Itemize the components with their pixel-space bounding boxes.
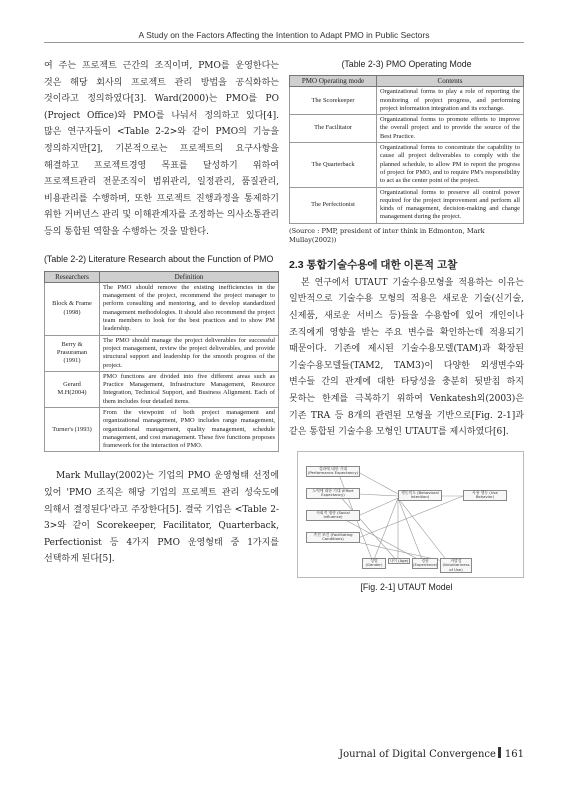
node-behavioral-intention: 행동의도 (Behavioral Intention) [398,490,442,501]
contents-cell: Organizational forms to concentrate the capability to cause all project deliverables to comply with the planned schedule, to allow PM to report the progress of project for PMO, and to require PM's responsibility to act as the center point of the project. [377,143,524,187]
table-2-2 [44,271,279,453]
node-effort-expectancy: 노력에 대한 기대 (Effort Expectancy) [306,488,360,499]
contents-cell: Organizational forms to play a role of reporting the monitoring of project progress, and performing project information integration and its exchange. [377,87,524,115]
node-voluntariness: 자발성 (Voluntariness of Use) [440,558,472,573]
table-row [45,407,279,451]
table-2-2-caption: (Table 2-2) Literature Research about the Function of PMO [44,253,274,264]
researcher-cell: Block & Frame (1998) [45,282,100,335]
journal-name: Journal of Digital Convergence [339,749,496,760]
researcher-cell: Gerard M.H(2004) [45,371,100,407]
node-social-influence: 사회적 영향 (Social Influence) [306,510,360,521]
left-paragraph-2: Mark Mullay(2002)는 기업의 PMO 운영형태 선정에 있어 'PMO 조직은 해당 기업의 프로젝트 관리 성숙도에 의해서 결정된다'라고 주장한다[5]. 결국 기업은 <Table 2-3>와 같이 Scorekeeper, Facilitator, Quarterback, Perfectionist 등 4가지 PMO 운영형태 중 1가지를 선택하게 된다[5]. [44,471,279,565]
header-rule [44,42,524,43]
page-footer [339,747,524,760]
node-performance-expectancy: 성과에 대한 기대 (Performance Expectancy) [307,465,359,476]
node-facilitating-conditions: 촉진 조건 (Facilitating Conditions) [306,532,360,543]
table-row [290,115,524,143]
table-row [290,187,524,223]
running-header: A Study on the Factors Affecting the Intention to Adapt PMO in Public Sectors [138,30,430,40]
table-header: Definition [100,271,279,282]
researcher-cell: Turner's (1993) [45,407,100,451]
table-row [45,371,279,407]
node-experience: 경험 (Experience) [413,557,438,568]
table-header: PMO Operating mode [290,76,377,87]
table-row [45,282,279,335]
mode-cell: The Quarterback [290,143,377,187]
section-title: 2.3 통합기술수용에 대한 이론적 고찰 [289,258,458,271]
table-row [290,143,524,187]
definition-cell: The PMO should manage the project deliverables for successful project management, review the project deliverables, and provide structural support and leadership for the smooth progress of the project. [100,335,279,371]
right-paragraph: 본 연구에서 UTAUT 기술수용모형을 적용하는 이유는 일반적으로 기술수용 모형의 적용은 새로운 기술(신기술, 신제품, 새로운 서비스 등)들을 수용함에 있어 개인이나 조직에게 영향을 받는 주요 변수를 확인하는데 적용되기 때문이다. 기존에 제시된 기술수용모델(TAM)과 확장된 기술수용모델들(TAM2, TAM3)이 다양한 외생변수와 변수들 간의 관계에 대한 타당성을 충분히 뒷받침 하지 못하는 한계를 극복하기 위하여 Venkatesh외(2003)은 기존 TRA 등 8개의 관련된 모형을 기반으로[Fig. 2-1]과 같은 통합된 기술수용 모형인 UTAUT를 제시하였다[6]. [289,277,524,438]
left-column [44,58,279,568]
definition-cell: The PMO should remove the existing inefficiencies in the management of the project, recommend the project manager to perform consulting and mentoring, and to develop standardized management methodologies. It should also recommend the project team members to look for the best practices and to show PM leadership. [100,282,279,335]
page-number: 161 [504,749,524,760]
utaut-figure [297,451,524,578]
node-age: 나이 (Age) [389,557,409,563]
mode-cell: The Facilitator [290,115,377,143]
node-use-behavior: 사용 행동 (Use Behavior) [463,490,507,501]
node-gender: 성별 (Gender) [362,558,386,569]
mode-cell: The Perfectionist [290,187,377,223]
table-row [290,87,524,115]
table-2-3 [289,75,524,224]
left-paragraph-1: 여 주는 프로젝트 근간의 조직이며, PMO를 운영한다는 것은 해당 회사의 프로젝트 관리 방법을 공식화하는 것이라고 정의하였다[3]. Ward(2000)는 PMO를 PO (Project Office)와 PMO를 나눠서 정의하고 있다[4]. 많은 연구자들이 <Table 2-2>와 같이 PMO의 기능을 정의하지만[2], 기본적으로는 프로젝트의 요구사항을 해결하고 프로젝트경영 목표를 달성하기 위하여 프로젝트관리 전문조직이 범위관리, 일정관리, 품질관리, 비용관리를 수행하며, 또한 프로젝트 진행과정을 통제하기 위한 거버넌스 관리 및 이해관계자를 조정하는 의사소통관리 등의 통합된 역할을 수행하는 것을 말한다. [44,61,279,237]
table-header: Contents [377,76,524,87]
table-2-3-caption: (Table 2-3) PMO Operating Mode [341,59,472,69]
table-header: Researchers [45,271,100,282]
figure-caption: [Fig. 2-1] UTAUT Model [360,581,453,592]
definition-cell: PMO functions are divided into five different areas such as Practice Management, Infrastructure Management, Resource Integration, Technical Support, and Business Alignment. Each of them includes four detailed items. [100,371,279,407]
footer-divider [498,747,501,758]
table-source-note: (Source : PMP, president of inter think in Edmonton, Mark Mullay(2002)) [289,226,485,244]
right-column [289,58,524,592]
contents-cell: Organizational forms to preserve all control power required for the project improvement and perform all kinds of management, decision-making and change management during the project. [377,187,524,223]
contents-cell: Organizational forms to promote efforts to improve the overall project and to provide the source of the Best Practice. [377,115,524,143]
definition-cell: From the viewpoint of both project management and organizational management, PMO includes range management, organizational management, quality management, schedule management, and cost management. These five functions proposes framework for the interaction of PMO. [100,407,279,451]
table-row [45,335,279,371]
mode-cell: The Scorekeeper [290,87,377,115]
researcher-cell: Berry & Prasuraman (1991) [45,335,100,371]
